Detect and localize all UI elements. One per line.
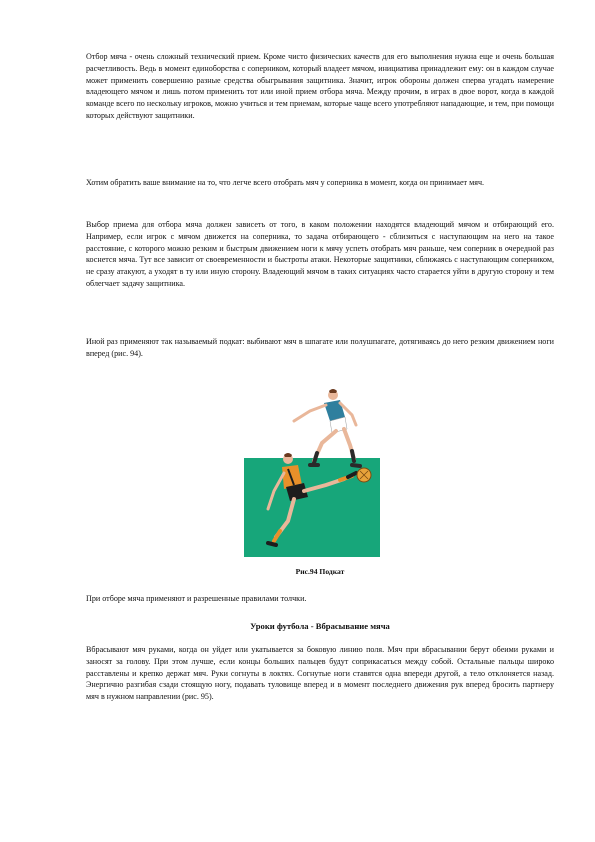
- paragraph-3: Выбор приема для отбора мяча должен зависеть от того, в каком положении находятся владеющий мячом и отбирающий его. Например, если игрок с мячом движется на соперника, то задача отбирающего - сблизиться с наступающим на него на такое расстояние, с которого можно резким и быстрым движением ноги к мячу успеть отобрать мяч раньше, чем соперник в очередной раз коснется мяча. Тут все зависит от своевременности и быстроты атаки. Некоторые защитники, сближаясь с наступающим соперником, не сразу атакуют, а уходят в ту или иную сторону. Владеющий мячом в таких ситуациях часто старается уйти в другую сторону и тем облегчает задачу защитника.: [86, 220, 554, 288]
- sliding-tackle-illustration: [244, 381, 380, 557]
- paragraph-5: При отборе мяча применяют и разрешенные правилами толчки.: [86, 594, 307, 603]
- paragraph-2: Хотим обратить ваше внимание на то, что легче всего отобрать мяч у соперника в момент, когда он принимает мяч.: [86, 178, 485, 187]
- paragraph-6: Вбрасывают мяч руками, когда он уйдет или укатывается за боковую линию поля. Мяч при вбрасывании берут обеими руками и заносят за голову. При этом лучше, если концы больших пальцев будут соприкасаться между собой. Остальные пальцы широко расставлены и крепко держат мяч. Руки согнуты в локтях. Согнутые ноги ставятся одна впереди другой, а тело отклоняется назад. Энергично разгибая сзади стоящую ногу, подавать туловище вперед и в момент последнего движения рук вперед бросить партнеру мяч в нужном направлении (рис. 95).: [86, 645, 554, 702]
- paragraph-1: Отбор мяча - очень сложный технический прием. Кроме чисто физических качеств для его выполнения нужна еще и очень большая расчетливость. Ведь в момент единоборства с соперником, который владеет мячом, инициатива принадлежит ему: он в каждом случае может применить совершенно разные средства обыгрывания защитника. Значит, игрок обороны должен сперва угадать намерение владеющего мячом и лишь потом применить тот или иной прием отбора мяча. Между прочим, в играх в двое ворот, когда в каждой команде всего по нескольку игроков, можно учиться и тем приемам, которые чаще всего употребляют нападающие, и тем, при помощи которых действуют защитники.: [86, 52, 554, 120]
- attacker-figure: [294, 389, 360, 466]
- paragraph-4: Иной раз применяют так называемый подкат: выбивают мяч в шпагате или полушпагате, дотягиваясь до него резким движением ноги вперед (рис. 94).: [86, 337, 554, 358]
- section-heading: Уроки футбола - Вбрасывание мяча: [250, 621, 390, 631]
- ball: [357, 468, 371, 482]
- figure-caption: Рис.94 Подкат: [295, 567, 345, 576]
